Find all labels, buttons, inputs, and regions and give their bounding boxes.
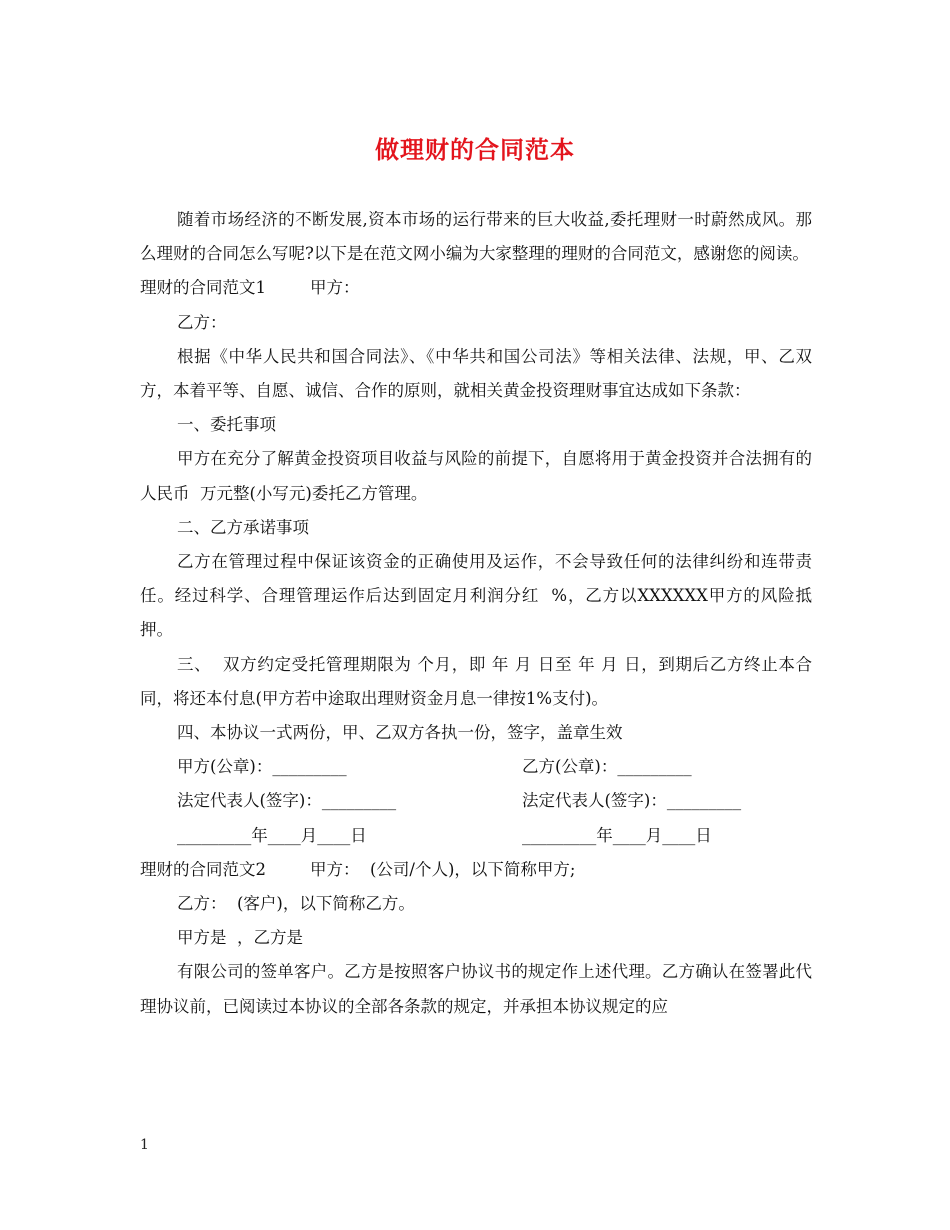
party-b-representative-field: 法定代表人(签字)：_________ [522,791,742,811]
clause2-body: 乙方在管理过程中保证该资金的正确使用及运作，不会导致任何的法律纠纷和连带责任。经过科学、合理管理运作后达到固定月利润分红 %，乙方以XXXXXX甲方的风险抵押。 [140,552,812,640]
sample1-heading-line [140,271,812,305]
page-number: 1 [140,1137,149,1153]
sample2-party-a: 甲方： (公司/个人)，以下简称甲方; [310,859,576,879]
sample1-party-a: 甲方： [310,278,360,298]
sample2-party-b: 乙方： (客户)，以下简称乙方。 [177,894,415,914]
signature-date-row [140,819,812,853]
signature-representative-row [140,784,812,818]
sample1-party-b: 乙方： [177,312,227,332]
sample2-body: 有限公司的签单客户。乙方是按照客户协议书的规定作上述代理。乙方确认在签署此代理协议前，已阅读过本协议的全部各条款的规定，并承担本协议规定的应 [140,962,812,1016]
party-b-date-field: _________年____月____日 [522,825,712,845]
intro-paragraph: 随着市场经济的不断发展,资本市场的运行带来的巨大收益,委托理财一时蔚然成风。那么理财的合同怎么写呢?以下是在范文网小编为大家整理的理财的合同范文，感谢您的阅读。 [140,210,812,264]
sample2-statement: 甲方是 ，乙方是 [177,928,303,948]
party-a-representative-field: 法定代表人(签字)：_________ [177,791,397,811]
signature-seal-row [140,750,812,784]
party-a-seal-field: 甲方(公章)：_________ [177,757,347,777]
document-body [140,203,812,1024]
clause1-body: 甲方在充分了解黄金投资项目收益与风险的前提下，自愿将用于黄金投资并合法拥有的人民币 万元整(小写元)委托乙方管理。 [140,449,812,503]
sample2-label: 理财的合同范文2 [140,859,266,879]
sample2-heading-line [140,853,812,887]
party-b-seal-field: 乙方(公章)：_________ [522,757,692,777]
document-title: 做理财的合同范本 [375,135,575,164]
clause1-heading: 一、委托事项 [177,415,276,435]
party-a-date-field: _________年____月____日 [177,825,367,845]
clause3-paragraph: 三、 双方约定受托管理期限为 个月，即 年 月 日至 年 月 日，到期后乙方终止本合同，将还本付息(甲方若中途取出理财资金月息一律按1%支付)。 [140,654,812,708]
clause2-heading: 二、乙方承诺事项 [177,517,309,537]
sample1-label: 理财的合同范文1 [140,278,266,298]
clause4-paragraph: 四、本协议一式两份，甲、乙双方各执一份，签字，盖章生效 [177,723,623,743]
sample1-basis-paragraph: 根据《中华人民共和国合同法》、《中华共和国公司法》等相关法律、法规，甲、乙双方，本着平等、自愿、诚信、合作的原则，就相关黄金投资理财事宜达成如下条款： [140,346,812,401]
